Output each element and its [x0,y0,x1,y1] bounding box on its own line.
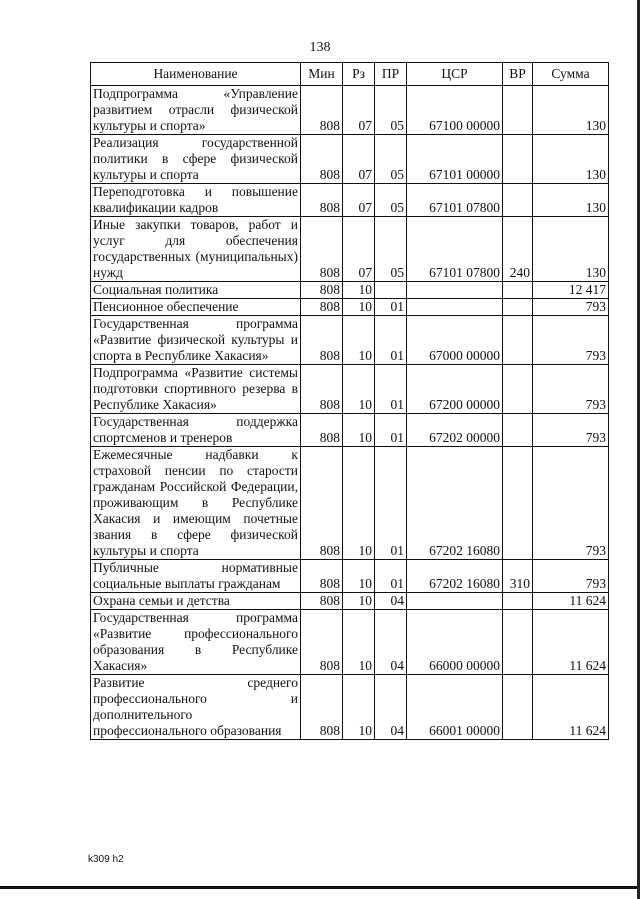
row-csr: 67202 16080 [407,447,503,560]
row-csr: 67101 07800 [407,217,503,282]
table-row [91,365,609,414]
row-vr [503,316,533,365]
table-row [91,86,609,135]
row-vr [503,135,533,184]
row-vr [503,447,533,560]
row-min: 808 [301,593,343,610]
footer-code: k309 h2 [88,854,124,865]
row-sum: 793 [533,560,609,593]
row-rz: 10 [343,675,375,740]
row-min: 808 [301,184,343,217]
row-csr: 67202 16080 [407,560,503,593]
row-pr: 05 [375,135,407,184]
row-min: 808 [301,365,343,414]
table-row [91,184,609,217]
row-vr: 240 [503,217,533,282]
row-name: Иные закупки товаров, работ и услуг для обеспечения государственных (муниципальных) нужд [91,217,301,282]
row-sum: 793 [533,299,609,316]
row-pr: 01 [375,299,407,316]
row-name: Государственная программа «Развитие профессионального образования в Республике Хакасия» [91,610,301,675]
row-name: Охрана семьи и детства [91,593,301,610]
row-rz: 10 [343,414,375,447]
col-header-vr: ВР [503,63,533,86]
row-sum: 793 [533,316,609,365]
col-header-rz: Рз [343,63,375,86]
row-csr [407,299,503,316]
row-name: Публичные нормативные социальные выплаты гражданам [91,560,301,593]
row-pr: 01 [375,365,407,414]
row-csr: 66001 00000 [407,675,503,740]
row-rz: 10 [343,560,375,593]
col-header-min: Мин [301,63,343,86]
table-row [91,560,609,593]
row-csr: 67202 00000 [407,414,503,447]
row-pr: 04 [375,610,407,675]
row-min: 808 [301,560,343,593]
row-min: 808 [301,135,343,184]
row-vr [503,184,533,217]
row-pr: 04 [375,593,407,610]
row-csr: 67100 00000 [407,86,503,135]
scan-edge-line [0,886,640,889]
row-min: 808 [301,414,343,447]
row-name: Государственная программа «Развитие физической культуры и спорта в Республике Хакасия» [91,316,301,365]
row-sum: 11 624 [533,675,609,740]
table-row [91,447,609,560]
row-rz: 10 [343,610,375,675]
row-vr: 310 [503,560,533,593]
row-name: Ежемесячные надбавки к страховой пенсии по старости гражданам Российской Федерации, проживающим в Республике Хакасия и имеющим почетные звания в сфере физической культуры и спорта [91,447,301,560]
row-pr: 04 [375,675,407,740]
page-number: 138 [309,40,331,55]
row-csr: 66000 00000 [407,610,503,675]
row-csr: 67101 00000 [407,135,503,184]
row-pr: 01 [375,414,407,447]
row-vr [503,86,533,135]
row-rz: 10 [343,365,375,414]
row-pr [375,282,407,299]
row-rz: 10 [343,447,375,560]
table-row [91,414,609,447]
row-csr: 67000 00000 [407,316,503,365]
row-sum: 130 [533,217,609,282]
row-min: 808 [301,610,343,675]
row-vr [503,299,533,316]
row-name: Государственная поддержка спортсменов и тренеров [91,414,301,447]
row-min: 808 [301,217,343,282]
row-vr [503,365,533,414]
row-sum: 130 [533,135,609,184]
col-header-name: Наименование [91,63,301,86]
budget-table [90,62,609,740]
row-csr: 67200 00000 [407,365,503,414]
col-header-sum: Сумма [533,63,609,86]
row-min: 808 [301,675,343,740]
row-min: 808 [301,316,343,365]
row-name: Развитие среднего профессионального и дополнительного профессионального образования [91,675,301,740]
row-vr [503,414,533,447]
row-vr [503,675,533,740]
table-row [91,299,609,316]
row-pr: 05 [375,217,407,282]
row-sum: 12 417 [533,282,609,299]
row-vr [503,593,533,610]
row-name: Подпрограмма «Управление развитием отрасли физической культуры и спорта» [91,86,301,135]
table-row [91,593,609,610]
table-row [91,610,609,675]
table-header-row [91,63,609,86]
row-name: Реализация государственной политики в сфере физической культуры и спорта [91,135,301,184]
row-min: 808 [301,299,343,316]
row-sum: 11 624 [533,610,609,675]
row-name: Социальная политика [91,282,301,299]
row-name: Подпрограмма «Развитие системы подготовки спортивного резерва в Республике Хакасия» [91,365,301,414]
row-rz: 10 [343,299,375,316]
row-csr [407,593,503,610]
row-rz: 07 [343,135,375,184]
row-sum: 793 [533,447,609,560]
row-name: Переподготовка и повышение квалификации кадров [91,184,301,217]
row-sum: 130 [533,184,609,217]
row-sum: 130 [533,86,609,135]
row-rz: 10 [343,316,375,365]
row-sum: 793 [533,365,609,414]
table-row [91,217,609,282]
row-rz: 07 [343,217,375,282]
row-min: 808 [301,86,343,135]
row-rz: 07 [343,184,375,217]
table-row [91,316,609,365]
row-rz: 10 [343,282,375,299]
row-pr: 01 [375,316,407,365]
row-pr: 01 [375,560,407,593]
table-row [91,282,609,299]
row-rz: 07 [343,86,375,135]
table-row [91,135,609,184]
row-min: 808 [301,282,343,299]
row-sum: 793 [533,414,609,447]
row-pr: 05 [375,86,407,135]
row-name: Пенсионное обеспечение [91,299,301,316]
table-row [91,675,609,740]
row-csr [407,282,503,299]
row-sum: 11 624 [533,593,609,610]
row-pr: 01 [375,447,407,560]
row-vr [503,610,533,675]
row-vr [503,282,533,299]
col-header-csr: ЦСР [407,63,503,86]
row-rz: 10 [343,593,375,610]
row-csr: 67101 07800 [407,184,503,217]
row-min: 808 [301,447,343,560]
row-pr: 05 [375,184,407,217]
col-header-pr: ПР [375,63,407,86]
